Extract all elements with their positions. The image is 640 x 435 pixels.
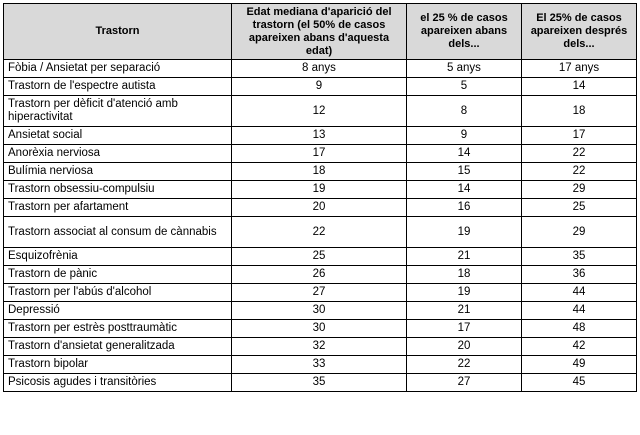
table-row xyxy=(4,248,637,266)
table-row xyxy=(4,145,637,163)
p25-before-cell: 22 xyxy=(407,356,522,374)
table-row xyxy=(4,78,637,96)
median-age-cell: 20 xyxy=(232,199,407,217)
disorder-cell: Trastorn bipolar xyxy=(4,356,232,374)
median-age-cell: 25 xyxy=(232,248,407,266)
table-row xyxy=(4,338,637,356)
p25-after-cell: 48 xyxy=(522,320,637,338)
median-age-cell: 22 xyxy=(232,217,407,248)
median-age-cell: 12 xyxy=(232,96,407,127)
median-age-cell: 30 xyxy=(232,302,407,320)
p25-after-cell: 17 anys xyxy=(522,60,637,78)
p25-after-cell: 18 xyxy=(522,96,637,127)
header-row xyxy=(4,4,637,60)
table-row xyxy=(4,356,637,374)
median-age-cell: 32 xyxy=(232,338,407,356)
onset-age-table xyxy=(3,3,637,392)
median-age-cell: 13 xyxy=(232,127,407,145)
median-age-cell: 35 xyxy=(232,374,407,392)
disorder-cell: Esquizofrènia xyxy=(4,248,232,266)
table-row xyxy=(4,284,637,302)
p25-after-cell: 45 xyxy=(522,374,637,392)
disorder-cell: Trastorn associat al consum de cànnabis xyxy=(4,217,232,248)
table-row xyxy=(4,320,637,338)
median-age-cell: 33 xyxy=(232,356,407,374)
median-age-cell: 18 xyxy=(232,163,407,181)
median-age-cell: 9 xyxy=(232,78,407,96)
disorder-cell: Trastorn de pànic xyxy=(4,266,232,284)
table-row xyxy=(4,199,637,217)
p25-after-cell: 42 xyxy=(522,338,637,356)
disorder-cell: Bulímia nerviosa xyxy=(4,163,232,181)
p25-before-cell: 14 xyxy=(407,145,522,163)
p25-after-cell: 22 xyxy=(522,163,637,181)
median-age-cell: 8 anys xyxy=(232,60,407,78)
disorder-cell: Ansietat social xyxy=(4,127,232,145)
p25-before-cell: 5 anys xyxy=(407,60,522,78)
median-age-cell: 27 xyxy=(232,284,407,302)
disorder-cell: Depressió xyxy=(4,302,232,320)
header-disorder: Trastorn xyxy=(4,4,232,60)
header-25-after: El 25% de casos apareixen després dels... xyxy=(522,4,637,60)
p25-after-cell: 36 xyxy=(522,266,637,284)
p25-before-cell: 21 xyxy=(407,302,522,320)
p25-after-cell: 14 xyxy=(522,78,637,96)
p25-before-cell: 18 xyxy=(407,266,522,284)
p25-before-cell: 8 xyxy=(407,96,522,127)
p25-before-cell: 21 xyxy=(407,248,522,266)
p25-after-cell: 44 xyxy=(522,302,637,320)
disorder-cell: Trastorn d'ansietat generalitzada xyxy=(4,338,232,356)
table-row xyxy=(4,163,637,181)
median-age-cell: 26 xyxy=(232,266,407,284)
p25-before-cell: 19 xyxy=(407,284,522,302)
p25-after-cell: 22 xyxy=(522,145,637,163)
table-row xyxy=(4,302,637,320)
p25-after-cell: 29 xyxy=(522,181,637,199)
table-row xyxy=(4,266,637,284)
p25-before-cell: 17 xyxy=(407,320,522,338)
disorder-cell: Anorèxia nerviosa xyxy=(4,145,232,163)
table-row xyxy=(4,181,637,199)
disorder-cell: Trastorn obsessiu-compulsiu xyxy=(4,181,232,199)
p25-after-cell: 49 xyxy=(522,356,637,374)
table-row xyxy=(4,217,637,248)
p25-after-cell: 17 xyxy=(522,127,637,145)
p25-after-cell: 29 xyxy=(522,217,637,248)
disorder-cell: Fòbia / Ansietat per separació xyxy=(4,60,232,78)
table-body xyxy=(4,60,637,392)
p25-after-cell: 44 xyxy=(522,284,637,302)
disorder-cell: Trastorn per estrès posttraumàtic xyxy=(4,320,232,338)
p25-before-cell: 27 xyxy=(407,374,522,392)
p25-after-cell: 25 xyxy=(522,199,637,217)
disorder-cell: Trastorn per l'abús d'alcohol xyxy=(4,284,232,302)
disorder-cell: Trastorn per dèficit d'atenció amb hiperactivitat xyxy=(4,96,232,127)
header-median-age: Edat mediana d'aparició del trastorn (el 50% de casos apareixen abans d'aquesta edat) xyxy=(232,4,407,60)
p25-after-cell: 35 xyxy=(522,248,637,266)
p25-before-cell: 20 xyxy=(407,338,522,356)
table-row xyxy=(4,60,637,78)
p25-before-cell: 15 xyxy=(407,163,522,181)
median-age-cell: 19 xyxy=(232,181,407,199)
p25-before-cell: 5 xyxy=(407,78,522,96)
p25-before-cell: 16 xyxy=(407,199,522,217)
p25-before-cell: 14 xyxy=(407,181,522,199)
median-age-cell: 30 xyxy=(232,320,407,338)
median-age-cell: 17 xyxy=(232,145,407,163)
header-25-before: el 25 % de casos apareixen abans dels... xyxy=(407,4,522,60)
table-row xyxy=(4,127,637,145)
disorder-cell: Trastorn per afartament xyxy=(4,199,232,217)
table-row xyxy=(4,374,637,392)
table-row xyxy=(4,96,637,127)
p25-before-cell: 9 xyxy=(407,127,522,145)
disorder-cell: Psicosis agudes i transitòries xyxy=(4,374,232,392)
disorder-cell: Trastorn de l'espectre autista xyxy=(4,78,232,96)
p25-before-cell: 19 xyxy=(407,217,522,248)
